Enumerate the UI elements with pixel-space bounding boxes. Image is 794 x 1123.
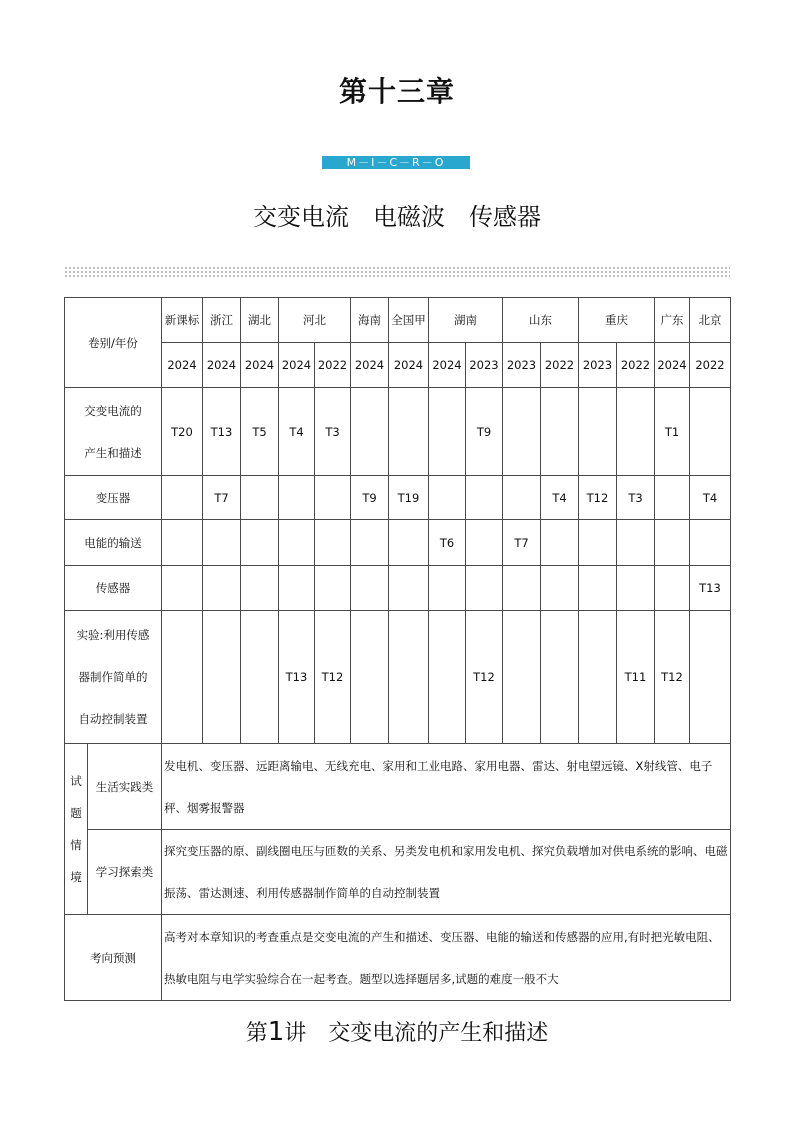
- region-header-cell: 重庆: [579, 298, 655, 343]
- question-cell: [162, 566, 203, 611]
- year-header-cell: 2022: [541, 343, 579, 388]
- question-cell: T3: [315, 388, 351, 476]
- question-cell: [315, 476, 351, 520]
- question-cell: [162, 520, 203, 566]
- question-cell: [579, 566, 617, 611]
- year-header-cell: 2024: [162, 343, 203, 388]
- year-header-cell: 2023: [579, 343, 617, 388]
- question-cell: [162, 611, 203, 744]
- year-header-cell: 2024: [279, 343, 315, 388]
- lesson-title: 第1讲 交变电流的产生和描述: [245, 1017, 549, 1047]
- question-cell: T13: [690, 566, 731, 611]
- question-cell: [351, 566, 389, 611]
- question-cell: T7: [203, 476, 241, 520]
- topic-label-line: 实验:利用传感: [76, 628, 150, 642]
- region-header-cell: 北京: [690, 298, 731, 343]
- question-cell: [351, 520, 389, 566]
- year-header-cell: 2024: [389, 343, 429, 388]
- question-cell: [579, 520, 617, 566]
- question-cell: T20: [162, 388, 203, 476]
- question-cell: [617, 388, 655, 476]
- question-cell: [503, 476, 541, 520]
- situation-label-char: 境: [70, 870, 82, 884]
- question-cell: T4: [690, 476, 731, 520]
- question-cell: T13: [203, 388, 241, 476]
- question-cell: [389, 566, 429, 611]
- topic-label-line: 自动控制装置: [78, 712, 148, 726]
- region-header-cell: 湖南: [429, 298, 503, 343]
- question-cell: T1: [655, 388, 690, 476]
- question-cell: T4: [279, 388, 315, 476]
- situation-label-cell: [65, 744, 88, 915]
- question-cell: T9: [351, 476, 389, 520]
- question-cell: T9: [466, 388, 503, 476]
- region-header-cell: 新课标: [162, 298, 203, 343]
- question-cell: T5: [241, 388, 279, 476]
- question-cell: T3: [617, 476, 655, 520]
- question-cell: [279, 566, 315, 611]
- topic-label-line: 电能的输送: [84, 535, 142, 550]
- situation-type-cell: 生活实践类: [88, 744, 162, 830]
- corner-label-cell: 卷别/年份: [65, 298, 162, 388]
- question-cell: T11: [617, 611, 655, 744]
- question-cell: T12: [315, 611, 351, 744]
- situation-label-char: 题: [70, 806, 82, 820]
- question-cell: [466, 566, 503, 611]
- year-header-cell: 2024: [429, 343, 466, 388]
- question-cell: [351, 388, 389, 476]
- question-cell: [429, 388, 466, 476]
- question-cell: [541, 566, 579, 611]
- question-cell: [203, 566, 241, 611]
- question-cell: [690, 388, 731, 476]
- question-cell: [541, 611, 579, 744]
- question-cell: [241, 611, 279, 744]
- question-cell: T19: [389, 476, 429, 520]
- micro-badge: M－I－C－R－O: [322, 156, 470, 169]
- question-cell: [466, 476, 503, 520]
- chapter-title: 第十三章: [338, 75, 455, 108]
- chapter-subtitle: 交变电流 电磁波 传感器: [253, 203, 541, 231]
- question-cell: T6: [429, 520, 466, 566]
- question-cell: [279, 476, 315, 520]
- question-cell: [617, 566, 655, 611]
- question-cell: [351, 611, 389, 744]
- question-cell: [503, 388, 541, 476]
- forecast-text-cell: 高考对本章知识的考查重点是交变电流的产生和描述、变压器、电能的输送和传感器的应用,有时把光敏电阻、热敏电阻与电学实验综合在一起考查。题型以选择题居多,试题的难度一般不大: [162, 915, 731, 1001]
- question-cell: [541, 388, 579, 476]
- situation-text-cell: 发电机、变压器、远距离输电、无线充电、家用和工业电路、家用电器、雷达、射电望远镜、X射线管、电子秤、烟雾报警器: [162, 744, 731, 830]
- question-cell: [579, 388, 617, 476]
- question-cell: [503, 611, 541, 744]
- year-header-cell: 2024: [351, 343, 389, 388]
- question-cell: [690, 611, 731, 744]
- year-header-cell: 2022: [617, 343, 655, 388]
- question-cell: [315, 520, 351, 566]
- situation-label-char: 试: [70, 774, 82, 788]
- question-cell: T12: [466, 611, 503, 744]
- question-cell: [617, 520, 655, 566]
- question-cell: [389, 388, 429, 476]
- question-cell: [429, 476, 466, 520]
- region-header-cell: 海南: [351, 298, 389, 343]
- region-header-cell: 全国甲: [389, 298, 429, 343]
- topic-label-line: 器制作简单的: [78, 670, 148, 684]
- topic-label-line: 交变电流的: [84, 403, 142, 418]
- topic-label-line: 变压器: [95, 490, 131, 505]
- question-cell: T13: [279, 611, 315, 744]
- question-cell: [655, 520, 690, 566]
- topic-label-cell: [65, 611, 162, 744]
- question-cell: [690, 520, 731, 566]
- topic-label-cell: [65, 388, 162, 476]
- year-header-cell: 2022: [315, 343, 351, 388]
- question-cell: [203, 611, 241, 744]
- dotted-divider: [64, 266, 730, 278]
- question-cell: T12: [655, 611, 690, 744]
- topic-label-cell: [65, 566, 162, 611]
- situation-type-cell: 学习探索类: [88, 830, 162, 915]
- question-cell: [541, 520, 579, 566]
- question-cell: [241, 476, 279, 520]
- exam-distribution-table: [64, 297, 731, 1001]
- year-header-cell: 2023: [466, 343, 503, 388]
- question-cell: [241, 566, 279, 611]
- topic-label-cell: [65, 476, 162, 520]
- region-header-cell: 湖北: [241, 298, 279, 343]
- question-cell: [466, 520, 503, 566]
- question-cell: [279, 520, 315, 566]
- year-header-cell: 2022: [690, 343, 731, 388]
- question-cell: [162, 476, 203, 520]
- region-header-cell: 河北: [279, 298, 351, 343]
- question-cell: [389, 520, 429, 566]
- question-cell: [241, 520, 279, 566]
- question-cell: [655, 476, 690, 520]
- question-cell: [579, 611, 617, 744]
- region-header-cell: 浙江: [203, 298, 241, 343]
- question-cell: T7: [503, 520, 541, 566]
- question-cell: [655, 566, 690, 611]
- situation-text-cell: 探究变压器的原、副线圈电压与匝数的关系、另类发电机和家用发电机、探究负载增加对供电系统的影响、电磁振荡、雷达测速、利用传感器制作简单的自动控制装置: [162, 830, 731, 915]
- topic-label-line: 产生和描述: [84, 445, 142, 460]
- year-header-cell: 2024: [655, 343, 690, 388]
- question-cell: [389, 611, 429, 744]
- question-cell: T12: [579, 476, 617, 520]
- question-cell: [315, 566, 351, 611]
- question-cell: [503, 566, 541, 611]
- question-cell: [429, 566, 466, 611]
- forecast-label-cell: 考向预测: [65, 915, 162, 1001]
- question-cell: [203, 520, 241, 566]
- region-header-cell: 广东: [655, 298, 690, 343]
- topic-label-cell: [65, 520, 162, 566]
- year-header-cell: 2024: [241, 343, 279, 388]
- region-header-cell: 山东: [503, 298, 579, 343]
- topic-label-line: 传感器: [95, 581, 131, 595]
- question-cell: T4: [541, 476, 579, 520]
- year-header-cell: 2024: [203, 343, 241, 388]
- year-header-cell: 2023: [503, 343, 541, 388]
- question-cell: [429, 611, 466, 744]
- situation-label-char: 情: [70, 838, 82, 852]
